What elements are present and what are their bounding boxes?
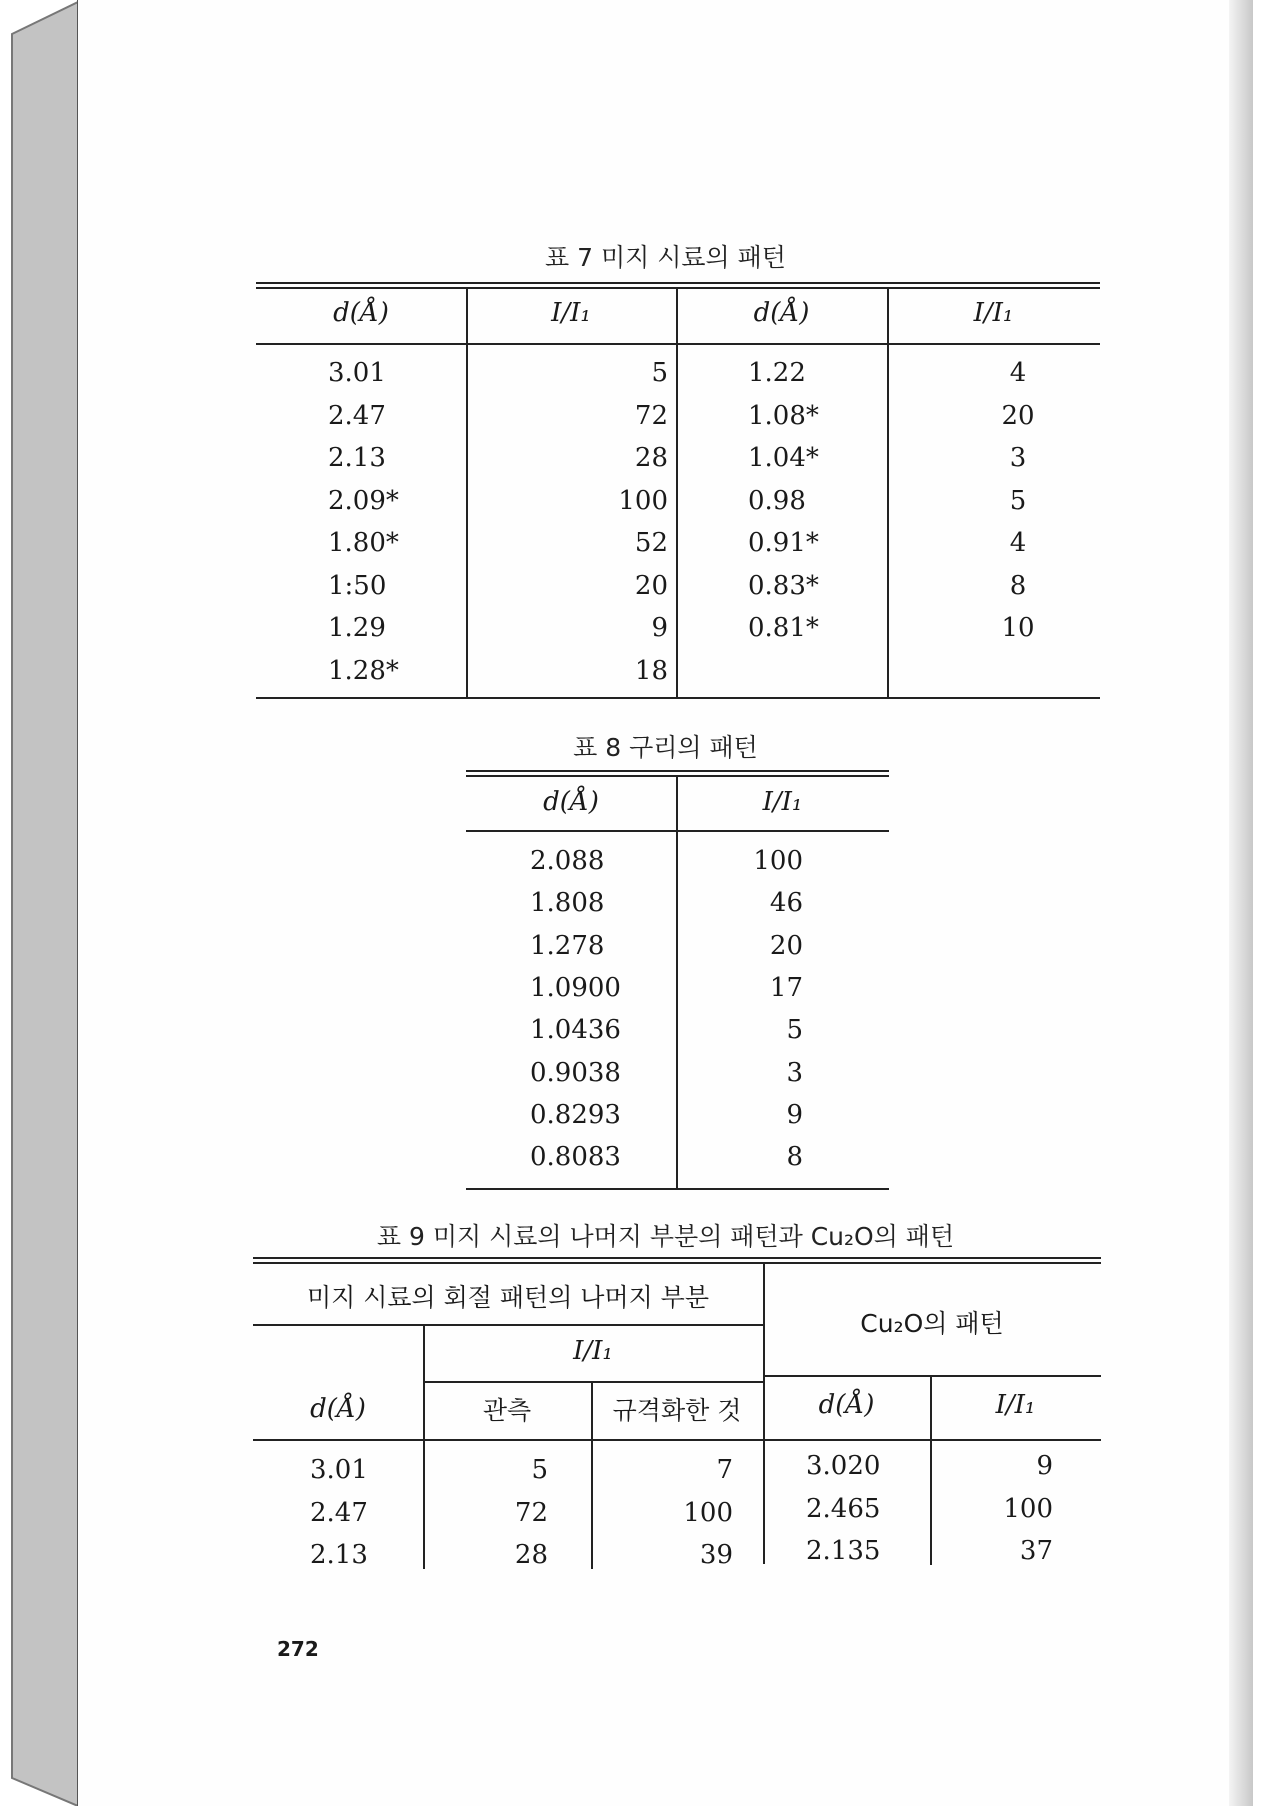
table7-d-value: 3.01 bbox=[328, 358, 386, 388]
table8-intensity-value: 8 bbox=[786, 1142, 803, 1173]
table9-observed-value: 28 bbox=[514, 1540, 548, 1570]
table7-d-value: 1.22 bbox=[748, 358, 806, 388]
book-spine bbox=[0, 0, 78, 1806]
table7-intensity-value: 4 bbox=[1009, 528, 1027, 558]
table8-header-cell: I/I₁ bbox=[762, 787, 803, 817]
table7-d-value: 1.04* bbox=[748, 443, 819, 473]
table9-right-group-rule bbox=[763, 1375, 1101, 1377]
table9-cu2o-d-value: 3.020 bbox=[806, 1451, 881, 1481]
table7-column-divider bbox=[466, 287, 468, 697]
table9-header-cell: I/I₁ bbox=[995, 1390, 1036, 1420]
table7-header-cell: I/I₁ bbox=[551, 298, 591, 328]
table7-d-value: 2.47 bbox=[328, 400, 386, 431]
table9-group-rule bbox=[253, 1324, 763, 1326]
table7-d-value: 2.13 bbox=[328, 443, 386, 473]
table7-column-divider bbox=[676, 287, 678, 697]
table7-d-value: 1.29 bbox=[328, 613, 386, 643]
table9-observed-value: 5 bbox=[531, 1455, 548, 1485]
table7-d-value: 1.08* bbox=[748, 400, 819, 431]
table9-cu2o-d-value: 2.135 bbox=[806, 1536, 881, 1566]
table8-intensity-value: 3 bbox=[786, 1057, 803, 1088]
table8-d-value: 1.0436 bbox=[530, 1015, 621, 1046]
table8-column-divider bbox=[676, 775, 678, 1188]
table7-column-divider bbox=[887, 287, 889, 697]
table7-intensity-value: 9 bbox=[651, 613, 668, 643]
book-page bbox=[78, 0, 1253, 1806]
table7-intensity-value: 20 bbox=[634, 570, 668, 601]
table9-group-header-right: Cu₂O의 패턴 bbox=[860, 1309, 1004, 1338]
table7-d-value: 0.83* bbox=[748, 570, 819, 601]
table9-cu2o-intensity-value: 100 bbox=[1003, 1493, 1053, 1524]
table8-intensity-value: 17 bbox=[769, 972, 803, 1003]
table8-d-value: 0.9038 bbox=[530, 1057, 621, 1088]
table8-d-value: 0.8083 bbox=[530, 1142, 621, 1173]
table8-intensity-value: 9 bbox=[786, 1099, 803, 1130]
table9-header-cell: 관측 bbox=[482, 1396, 532, 1425]
table8-caption: 표 8 구리의 패턴 bbox=[573, 733, 758, 762]
table7-intensity-value: 8 bbox=[1009, 570, 1027, 601]
table7-d-value: 2.09* bbox=[328, 485, 399, 516]
table7-d-value: 0.81* bbox=[748, 613, 819, 643]
table9-header-cell: 규격화한 것 bbox=[612, 1396, 742, 1425]
table9-normalized-value: 100 bbox=[683, 1497, 733, 1528]
table9-normalized-value: 39 bbox=[699, 1540, 733, 1570]
table9-d-value: 3.01 bbox=[310, 1455, 368, 1485]
table8-bottom-rule bbox=[466, 1188, 889, 1190]
table7-caption: 표 7 미지 시료의 패턴 bbox=[545, 243, 786, 272]
table8-d-value: 0.8293 bbox=[530, 1099, 621, 1130]
table9-caption: 표 9 미지 시료의 나머지 부분의 패턴과 Cu₂O의 패턴 bbox=[376, 1222, 955, 1251]
table7-intensity-value: 5 bbox=[651, 358, 668, 388]
table9-d-value: 2.13 bbox=[310, 1540, 368, 1570]
table7-d-value: 1.80* bbox=[328, 528, 399, 558]
table9-top-rule bbox=[253, 1257, 1101, 1259]
table9-top-rule-inner bbox=[253, 1262, 1101, 1264]
table9-observed-value: 72 bbox=[514, 1497, 548, 1528]
table9-subgroup-header: I/I₁ bbox=[573, 1336, 613, 1366]
table7-top-rule-inner bbox=[256, 287, 1100, 289]
table9-group-header-left: 미지 시료의 회절 패턴의 나머지 부분 bbox=[307, 1283, 709, 1312]
table7-intensity-value: 3 bbox=[1009, 443, 1027, 473]
table7-intensity-value: 52 bbox=[634, 528, 668, 558]
table7-intensity-value: 5 bbox=[1009, 485, 1027, 516]
table7-d-value: 0.91* bbox=[748, 528, 819, 558]
table7-intensity-value: 28 bbox=[634, 443, 668, 473]
table8-d-value: 1.808 bbox=[530, 888, 605, 919]
table9-cu2o-intensity-value: 9 bbox=[1036, 1451, 1053, 1481]
page-number: 272 bbox=[277, 1637, 319, 1661]
table9-cu2o-intensity-value: 37 bbox=[1019, 1536, 1053, 1566]
table8-d-value: 1.0900 bbox=[530, 972, 621, 1003]
table7-intensity-value: 20 bbox=[1001, 400, 1035, 431]
table9-cu2o-d-value: 2.465 bbox=[806, 1493, 881, 1524]
table8-intensity-value: 5 bbox=[786, 1015, 803, 1046]
table8-d-value: 2.088 bbox=[530, 846, 605, 876]
table8-intensity-value: 20 bbox=[769, 930, 803, 961]
table8-d-value: 1.278 bbox=[530, 930, 605, 961]
table8-header-cell: d(Å) bbox=[543, 787, 599, 817]
table7-header-cell: d(Å) bbox=[753, 298, 810, 328]
table7-header-rule bbox=[256, 343, 1100, 345]
table9-normalized-value: 7 bbox=[716, 1455, 733, 1485]
table7-d-value: 0.98 bbox=[748, 485, 806, 516]
table9-subgroup-rule bbox=[423, 1381, 763, 1383]
table7-intensity-value: 100 bbox=[618, 485, 668, 516]
table8-top-rule bbox=[466, 770, 889, 772]
table7-d-value: 1.28* bbox=[328, 655, 399, 686]
table9-d-value: 2.47 bbox=[310, 1497, 368, 1528]
table7-d-value: 1:50 bbox=[328, 570, 387, 601]
table8-intensity-value: 46 bbox=[769, 888, 803, 919]
table7-header-cell: I/I₁ bbox=[973, 298, 1014, 328]
table7-intensity-value: 72 bbox=[634, 400, 668, 431]
table9-header-rule bbox=[253, 1439, 1101, 1441]
table7-bottom-rule bbox=[256, 697, 1100, 699]
table7-intensity-value: 4 bbox=[1009, 358, 1027, 388]
table7-intensity-value: 10 bbox=[1001, 613, 1035, 643]
table7-intensity-value: 18 bbox=[634, 655, 668, 686]
table8-intensity-value: 100 bbox=[753, 846, 803, 876]
table9-header-cell: d(Å) bbox=[310, 1394, 366, 1424]
table9-header-cell: d(Å) bbox=[818, 1390, 875, 1420]
table7-header-cell: d(Å) bbox=[333, 298, 389, 328]
table7-top-rule bbox=[256, 282, 1100, 284]
